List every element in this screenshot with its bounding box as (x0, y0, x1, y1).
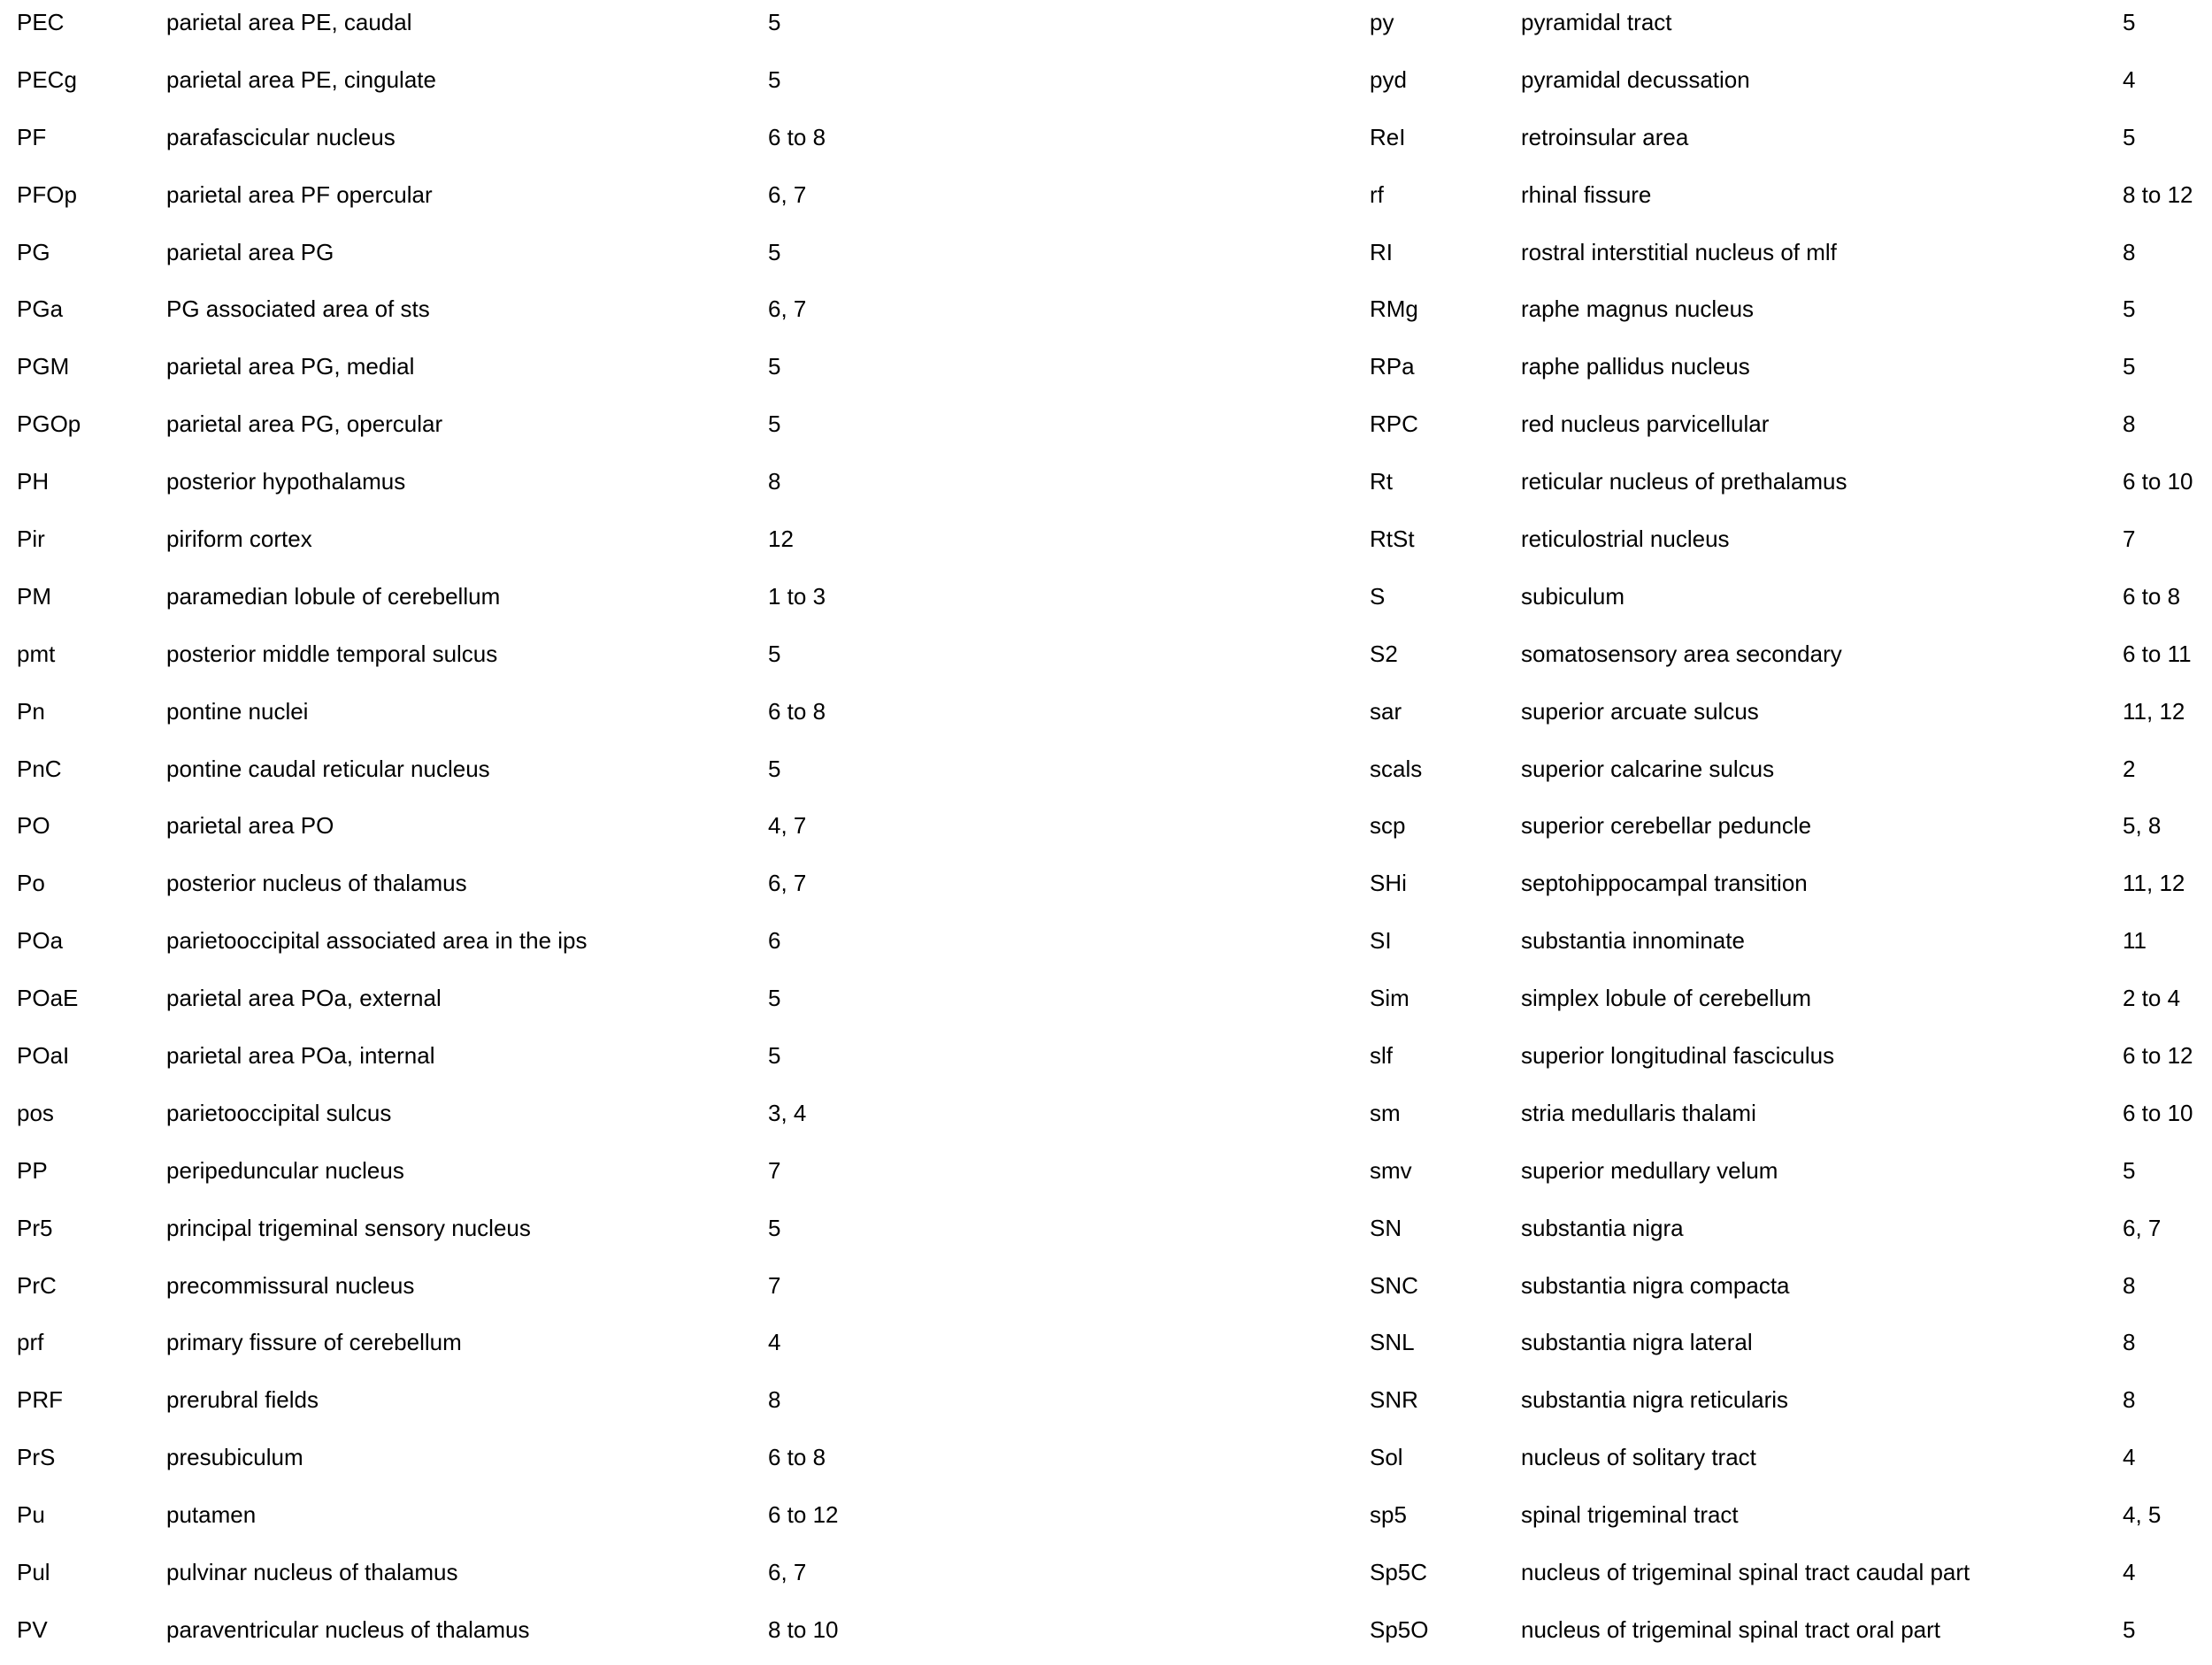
table-row (0, 230, 1088, 288)
table-row (1106, 976, 2212, 1033)
level-cell: 5 (768, 640, 781, 667)
abbreviation-cell: PFOp (17, 180, 77, 208)
level-cell: 3, 4 (768, 1099, 807, 1126)
abbreviation-cell: PGM (17, 353, 70, 380)
table-row (0, 1263, 1088, 1321)
abbreviation-cell: Rt (1370, 468, 1393, 495)
abbreviation-cell: PrS (17, 1444, 56, 1471)
level-cell: 2 to 4 (2123, 985, 2181, 1012)
table-row (0, 0, 1088, 58)
table-row (1106, 1033, 2212, 1091)
abbreviation-cell: Pul (17, 1559, 50, 1586)
structure-name-cell: parietooccipital sulcus (166, 1099, 392, 1126)
abbreviation-cell: prf (17, 1329, 44, 1356)
table-row (0, 58, 1088, 115)
abbreviation-cell: PG (17, 238, 50, 265)
level-cell: 6 to 8 (768, 123, 826, 150)
structure-name-cell: substantia nigra (1521, 1214, 1684, 1241)
table-row (0, 173, 1088, 230)
level-cell: 6 to 8 (768, 697, 826, 725)
abbreviation-cell: SI (1370, 927, 1392, 955)
abbreviation-cell: Sp5C (1370, 1559, 1428, 1586)
abbreviation-cell: smv (1370, 1156, 1412, 1184)
table-row (1106, 230, 2212, 288)
abbreviation-cell: RMg (1370, 295, 1418, 323)
level-cell: 8 (2123, 238, 2136, 265)
table-row (1106, 459, 2212, 517)
abbreviation-cell: PV (17, 1615, 48, 1643)
level-cell: 8 (768, 468, 781, 495)
level-cell: 7 (768, 1156, 781, 1184)
level-cell: 8 (2123, 1386, 2136, 1414)
structure-name-cell: pontine nuclei (166, 697, 309, 725)
table-row (1106, 58, 2212, 115)
level-cell: 5 (768, 65, 781, 93)
table-row (1106, 344, 2212, 402)
table-row (1106, 115, 2212, 173)
table-row (1106, 632, 2212, 689)
structure-name-cell: parietal area POa, internal (166, 1042, 435, 1070)
level-cell: 6, 7 (768, 1559, 807, 1586)
table-row (0, 861, 1088, 918)
table-row (1106, 1206, 2212, 1263)
level-cell: 4, 7 (768, 812, 807, 840)
abbreviations-table-left (0, 0, 1088, 1665)
level-cell: 6 to 11 (2123, 640, 2192, 667)
abbreviation-cell: POa (17, 927, 64, 955)
structure-name-cell: superior longitudinal fasciculus (1521, 1042, 1835, 1070)
structure-name-cell: nucleus of trigeminal spinal tract caudal part (1521, 1559, 1970, 1586)
level-cell: 1 to 3 (768, 582, 826, 610)
level-cell: 5 (768, 410, 781, 438)
abbreviation-cell: SHi (1370, 870, 1407, 897)
abbreviation-cell: S2 (1370, 640, 1398, 667)
structure-name-cell: substantia nigra lateral (1521, 1329, 1753, 1356)
table-row (0, 747, 1088, 804)
table-row (1106, 1091, 2212, 1148)
table-row (1106, 1263, 2212, 1321)
structure-name-cell: nucleus of trigeminal spinal tract oral part (1521, 1615, 1941, 1643)
structure-name-cell: prerubral fields (166, 1386, 319, 1414)
level-cell: 6 to 8 (2123, 582, 2181, 610)
level-cell: 7 (2123, 526, 2136, 553)
table-row (1106, 918, 2212, 976)
table-row (1106, 287, 2212, 344)
abbreviation-cell: slf (1370, 1042, 1393, 1070)
structure-name-cell: subiculum (1521, 582, 1625, 610)
structure-name-cell: peripeduncular nucleus (166, 1156, 404, 1184)
structure-name-cell: putamen (166, 1501, 257, 1529)
level-cell: 5 (768, 1214, 781, 1241)
structure-name-cell: posterior middle temporal sulcus (166, 640, 498, 667)
table-row (1106, 747, 2212, 804)
table-row (0, 287, 1088, 344)
table-row (1106, 0, 2212, 58)
abbreviation-cell: Pu (17, 1501, 45, 1529)
table-row (1106, 1435, 2212, 1492)
structure-name-cell: parietal area POa, external (166, 985, 442, 1012)
level-cell: 5 (2123, 295, 2136, 323)
level-cell: 4 (2123, 1559, 2136, 1586)
table-row (0, 976, 1088, 1033)
structure-name-cell: reticulostrial nucleus (1521, 526, 1730, 553)
level-cell: 4, 5 (2123, 1501, 2162, 1529)
table-row (1106, 1550, 2212, 1607)
table-row (0, 574, 1088, 632)
abbreviation-cell: Pr5 (17, 1214, 53, 1241)
structure-name-cell: rhinal fissure (1521, 180, 1652, 208)
structure-name-cell: substantia innominate (1521, 927, 1745, 955)
level-cell: 6 to 8 (768, 1444, 826, 1471)
level-cell: 8 (2123, 1329, 2136, 1356)
table-row (1106, 173, 2212, 230)
level-cell: 6 to 12 (768, 1501, 839, 1529)
level-cell: 5 (768, 238, 781, 265)
table-row (1106, 1607, 2212, 1665)
structure-name-cell: stria medullaris thalami (1521, 1099, 1756, 1126)
level-cell: 6, 7 (768, 180, 807, 208)
table-row (0, 115, 1088, 173)
level-cell: 8 (2123, 1271, 2136, 1299)
table-row (1106, 803, 2212, 861)
level-cell: 5 (2123, 123, 2136, 150)
abbreviation-cell: rf (1370, 180, 1384, 208)
abbreviation-cell: POaI (17, 1042, 70, 1070)
abbreviation-cell: Sim (1370, 985, 1409, 1012)
structure-name-cell: raphe magnus nucleus (1521, 295, 1755, 323)
abbreviation-cell: PECg (17, 65, 77, 93)
abbreviation-cell: PO (17, 812, 50, 840)
table-row (0, 1607, 1088, 1665)
level-cell: 5, 8 (2123, 812, 2162, 840)
structure-name-cell: substantia nigra compacta (1521, 1271, 1790, 1299)
abbreviation-cell: RPa (1370, 353, 1415, 380)
level-cell: 8 to 10 (768, 1615, 839, 1643)
abbreviation-cell: py (1370, 9, 1394, 35)
level-cell: 12 (768, 526, 794, 553)
level-cell: 6, 7 (768, 870, 807, 897)
structure-name-cell: precommissural nucleus (166, 1271, 415, 1299)
table-row (0, 1377, 1088, 1435)
level-cell: 4 (768, 1329, 781, 1356)
abbreviation-cell: RtSt (1370, 526, 1415, 553)
table-row (1106, 1148, 2212, 1206)
table-row (0, 402, 1088, 459)
abbreviation-cell: PM (17, 582, 51, 610)
table-row (0, 1033, 1088, 1091)
structure-name-cell: parietal area PE, caudal (166, 9, 412, 35)
table-row (0, 918, 1088, 976)
structure-name-cell: PG associated area of sts (166, 295, 430, 323)
structure-name-cell: parietal area PG (166, 238, 334, 265)
abbreviation-cell: pmt (17, 640, 56, 667)
table-row (1106, 1320, 2212, 1377)
structure-name-cell: pulvinar nucleus of thalamus (166, 1559, 458, 1586)
abbreviation-cell: scals (1370, 755, 1423, 782)
level-cell: 11 (2123, 927, 2147, 955)
level-cell: 8 to 12 (2123, 180, 2193, 208)
structure-name-cell: parietal area PE, cingulate (166, 65, 436, 93)
abbreviation-cell: SN (1370, 1214, 1402, 1241)
level-cell: 5 (2123, 9, 2136, 35)
structure-name-cell: septohippocampal transition (1521, 870, 1808, 897)
abbreviation-cell: Sp5O (1370, 1615, 1429, 1643)
structure-name-cell: retroinsular area (1521, 123, 1689, 150)
level-cell: 2 (2123, 755, 2136, 782)
level-cell: 5 (768, 755, 781, 782)
structure-name-cell: parietal area PG, medial (166, 353, 415, 380)
abbreviation-cell: SNR (1370, 1386, 1418, 1414)
abbreviation-cell: pos (17, 1099, 54, 1126)
level-cell: 5 (768, 985, 781, 1012)
level-cell: 5 (2123, 1615, 2136, 1643)
structure-name-cell: red nucleus parvicellular (1521, 410, 1770, 438)
abbreviation-cell: PGa (17, 295, 64, 323)
level-cell: 5 (2123, 1156, 2136, 1184)
abbreviation-cell: scp (1370, 812, 1406, 840)
table-row (1106, 517, 2212, 574)
table-row (0, 1091, 1088, 1148)
structure-name-cell: pontine caudal reticular nucleus (166, 755, 490, 782)
level-cell: 7 (768, 1271, 781, 1299)
level-cell: 5 (768, 1042, 781, 1070)
level-cell: 6 to 10 (2123, 1099, 2193, 1126)
structure-name-cell: superior medullary velum (1521, 1156, 1778, 1184)
structure-name-cell: parietooccipital associated area in the ips (166, 927, 588, 955)
abbreviation-cell: POaE (17, 985, 79, 1012)
structure-name-cell: primary fissure of cerebellum (166, 1329, 462, 1356)
abbreviation-cell: RPC (1370, 410, 1418, 438)
abbreviations-table-right (1106, 0, 2212, 1665)
structure-name-cell: paramedian lobule of cerebellum (166, 582, 501, 610)
table-row (0, 803, 1088, 861)
abbreviation-cell: pyd (1370, 65, 1407, 93)
structure-name-cell: raphe pallidus nucleus (1521, 353, 1750, 380)
abbreviation-cell: PF (17, 123, 47, 150)
table-row (0, 517, 1088, 574)
level-cell: 5 (768, 353, 781, 380)
abbreviation-cell: Pn (17, 697, 45, 725)
abbreviation-cell: Po (17, 870, 45, 897)
abbreviation-cell: Pir (17, 526, 45, 553)
level-cell: 4 (2123, 65, 2136, 93)
table-row (1106, 861, 2212, 918)
structure-name-cell: parafascicular nucleus (166, 123, 396, 150)
level-cell: 6 to 10 (2123, 468, 2193, 495)
level-cell: 4 (2123, 1444, 2136, 1471)
table-row (1106, 689, 2212, 747)
abbreviation-cell: PnC (17, 755, 62, 782)
structure-name-cell: nucleus of solitary tract (1521, 1444, 1756, 1471)
table-row (0, 459, 1088, 517)
table-row (0, 1148, 1088, 1206)
structure-name-cell: simplex lobule of cerebellum (1521, 985, 1812, 1012)
abbreviation-cell: sar (1370, 697, 1402, 725)
structure-name-cell: posterior nucleus of thalamus (166, 870, 467, 897)
structure-name-cell: pyramidal tract (1521, 9, 1672, 35)
table-row (0, 689, 1088, 747)
structure-name-cell: presubiculum (166, 1444, 303, 1471)
structure-name-cell: substantia nigra reticularis (1521, 1386, 1789, 1414)
structure-name-cell: parietal area PO (166, 812, 334, 840)
table-row (0, 1435, 1088, 1492)
structure-name-cell: reticular nucleus of prethalamus (1521, 468, 1847, 495)
structure-name-cell: parietal area PF opercular (166, 180, 433, 208)
abbreviation-cell: SNL (1370, 1329, 1415, 1356)
level-cell: 11, 12 (2123, 870, 2185, 897)
abbreviation-cell: RI (1370, 238, 1393, 265)
table-row (1106, 402, 2212, 459)
table-row (0, 1320, 1088, 1377)
abbreviation-cell: S (1370, 582, 1386, 610)
structure-name-cell: posterior hypothalamus (166, 468, 406, 495)
abbreviation-cell: sp5 (1370, 1501, 1407, 1529)
table-row (0, 632, 1088, 689)
table-row (1106, 574, 2212, 632)
structure-name-cell: superior calcarine sulcus (1521, 755, 1775, 782)
abbreviation-cell: PrC (17, 1271, 57, 1299)
table-row (1106, 1377, 2212, 1435)
level-cell: 6 (768, 927, 781, 955)
abbreviation-cell: PRF (17, 1386, 63, 1414)
level-cell: 6, 7 (768, 295, 807, 323)
structure-name-cell: somatosensory area secondary (1521, 640, 1842, 667)
structure-name-cell: pyramidal decussation (1521, 65, 1750, 93)
structure-name-cell: spinal trigeminal tract (1521, 1501, 1739, 1529)
abbreviation-cell: PGOp (17, 410, 81, 438)
abbreviation-cell: PEC (17, 9, 65, 35)
level-cell: 5 (2123, 353, 2136, 380)
abbreviation-cell: PH (17, 468, 50, 495)
level-cell: 11, 12 (2123, 697, 2185, 725)
table-row (0, 1206, 1088, 1263)
table-row (0, 344, 1088, 402)
level-cell: 6, 7 (2123, 1214, 2162, 1241)
abbreviation-cell: Sol (1370, 1444, 1403, 1471)
structure-name-cell: superior arcuate sulcus (1521, 697, 1759, 725)
structure-name-cell: rostral interstitial nucleus of mlf (1521, 238, 1837, 265)
structure-name-cell: principal trigeminal sensory nucleus (166, 1214, 531, 1241)
abbreviation-cell: sm (1370, 1099, 1401, 1126)
table-row (0, 1492, 1088, 1550)
structure-name-cell: superior cerebellar peduncle (1521, 812, 1812, 840)
level-cell: 8 (2123, 410, 2136, 438)
table-row (0, 1550, 1088, 1607)
level-cell: 5 (768, 9, 781, 35)
structure-name-cell: paraventricular nucleus of thalamus (166, 1615, 530, 1643)
abbreviation-cell: PP (17, 1156, 48, 1184)
abbreviation-cell: ReI (1370, 123, 1406, 150)
level-cell: 6 to 12 (2123, 1042, 2193, 1070)
structure-name-cell: piriform cortex (166, 526, 312, 553)
structure-name-cell: parietal area PG, opercular (166, 410, 443, 438)
level-cell: 8 (768, 1386, 781, 1414)
table-row (1106, 1492, 2212, 1550)
abbreviation-cell: SNC (1370, 1271, 1418, 1299)
